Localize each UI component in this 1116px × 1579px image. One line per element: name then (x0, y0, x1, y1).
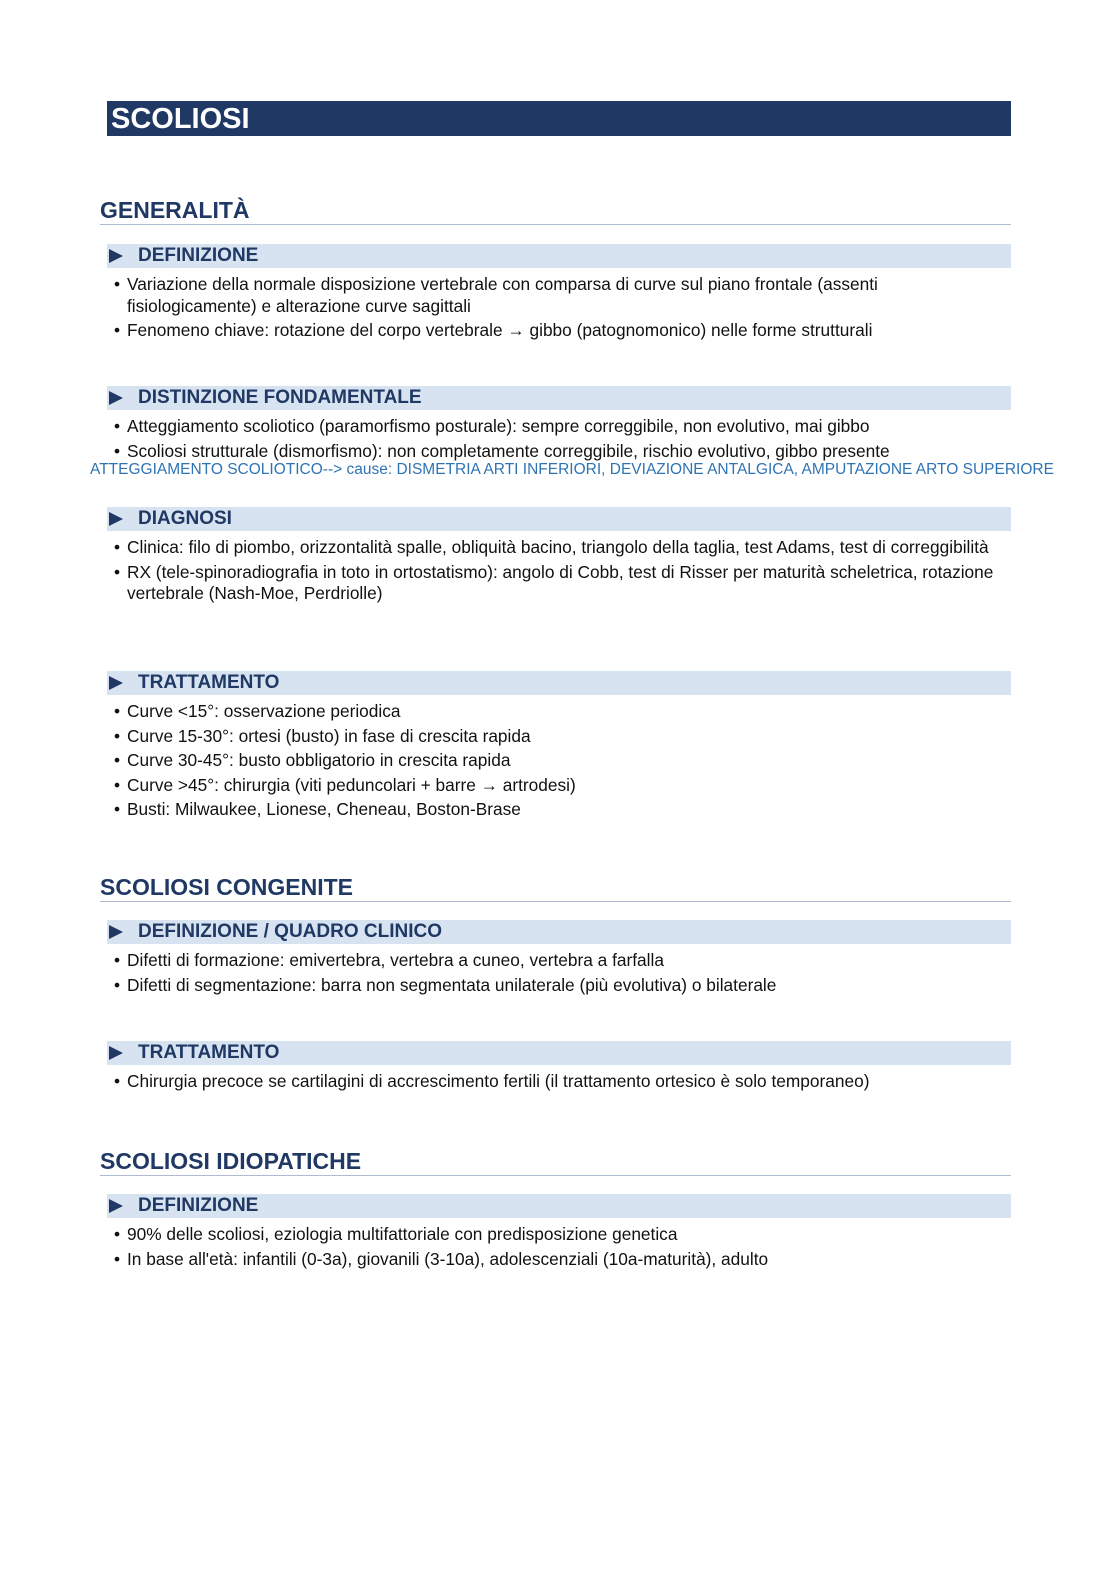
list-item: • Scoliosi strutturale (dismorfismo): non completamente correggibile, rischio evolutivo, gibbo presente (114, 441, 994, 463)
section-heading-scoliosi-idiopatiche: SCOLIOSI IDIOPATICHE (100, 1149, 1011, 1176)
subheading-label: DEFINIZIONE / QUADRO CLINICO (138, 921, 442, 942)
triangle-right-icon (109, 1046, 123, 1060)
list-item: • 90% delle scoliosi, eziologia multifattoriale con predisposizione genetica (114, 1224, 994, 1246)
bullet-list-distinzione (114, 416, 994, 465)
list-item: • Atteggiamento scoliotico (paramorfismo posturale): sempre correggibile, non evolutivo, mai gibbo (114, 416, 994, 438)
document-title: SCOLIOSI (111, 103, 250, 135)
list-item: • Curve >45°: chirurgia (viti peduncolari + barre → artrodesi) (114, 775, 994, 797)
list-item: • Chirurgia precoce se cartilagini di accrescimento fertili (il trattamento ortesico è solo temporaneo) (114, 1071, 994, 1093)
section-heading-scoliosi-congenite: SCOLIOSI CONGENITE (100, 875, 1011, 902)
list-item: • Busti: Milwaukee, Lionese, Cheneau, Boston-Brase (114, 799, 994, 821)
subheading-label: DIAGNOSI (138, 508, 232, 529)
bullet-list-diagnosi (114, 537, 994, 608)
triangle-right-icon (109, 925, 123, 939)
bullet-list-trattamento (114, 701, 994, 824)
subheading-label: DISTINZIONE FONDAMENTALE (138, 387, 422, 408)
bullet-list-definizione (114, 274, 994, 345)
list-item: • Variazione della normale disposizione vertebrale con comparsa di curve sul piano frontale (assenti fisiologicamente) e alterazione curve sagittali (114, 274, 994, 317)
triangle-right-icon (109, 249, 123, 263)
list-item: • Difetti di formazione: emivertebra, vertebra a cuneo, vertebra a farfalla (114, 950, 994, 972)
list-item: • Clinica: filo di piombo, orizzontalità spalle, obliquità bacino, triangolo della taglia, test Adams, test di correggibilità (114, 537, 994, 559)
triangle-right-icon (109, 391, 123, 405)
handwritten-annotation: ATTEGGIAMENTO SCOLIOTICO--> cause: DISMETRIA ARTI INFERIORI, DEVIAZIONE ANTALGICA, AMPUTAZIONE ARTO SUPERIORE (90, 461, 1054, 478)
list-item: • Fenomeno chiave: rotazione del corpo vertebrale → gibbo (patognomonico) nelle forme strutturali (114, 320, 994, 342)
triangle-right-icon (109, 1199, 123, 1213)
subheading-definizione-idiopatiche (107, 1194, 1011, 1218)
list-item: • RX (tele-spinoradiografia in toto in ortostatismo): angolo di Cobb, test di Risser per maturità scheletrica, rotazione vertebrale (Nash-Moe, Perdriolle) (114, 562, 994, 605)
subheading-label: TRATTAMENTO (138, 1042, 280, 1063)
subheading-label: DEFINIZIONE (138, 245, 259, 266)
list-item: • Curve 30-45°: busto obbligatorio in crescita rapida (114, 750, 994, 772)
subheading-definizione (107, 244, 1011, 268)
subheading-distinzione-fondamentale (107, 386, 1011, 410)
title-banner (107, 101, 1011, 136)
list-item: • Curve <15°: osservazione periodica (114, 701, 994, 723)
triangle-right-icon (109, 512, 123, 526)
bullet-list-trattamento-congenite (114, 1071, 994, 1096)
subheading-definizione-quadro-clinico (107, 920, 1011, 944)
bullet-list-idiopatiche (114, 1224, 994, 1273)
subheading-diagnosi (107, 507, 1011, 531)
subheading-label: TRATTAMENTO (138, 672, 280, 693)
subheading-trattamento (107, 671, 1011, 695)
subheading-label: DEFINIZIONE (138, 1195, 259, 1216)
list-item: • Difetti di segmentazione: barra non segmentata unilaterale (più evolutiva) o bilaterale (114, 975, 994, 997)
subheading-trattamento-congenite (107, 1041, 1011, 1065)
list-item: • In base all'età: infantili (0-3a), giovanili (3-10a), adolescenziali (10a-maturità), adulto (114, 1249, 994, 1271)
triangle-right-icon (109, 676, 123, 690)
section-heading-generalita: GENERALITÀ (100, 198, 1011, 225)
bullet-list-quadro-clinico (114, 950, 994, 999)
list-item: • Curve 15-30°: ortesi (busto) in fase di crescita rapida (114, 726, 994, 748)
